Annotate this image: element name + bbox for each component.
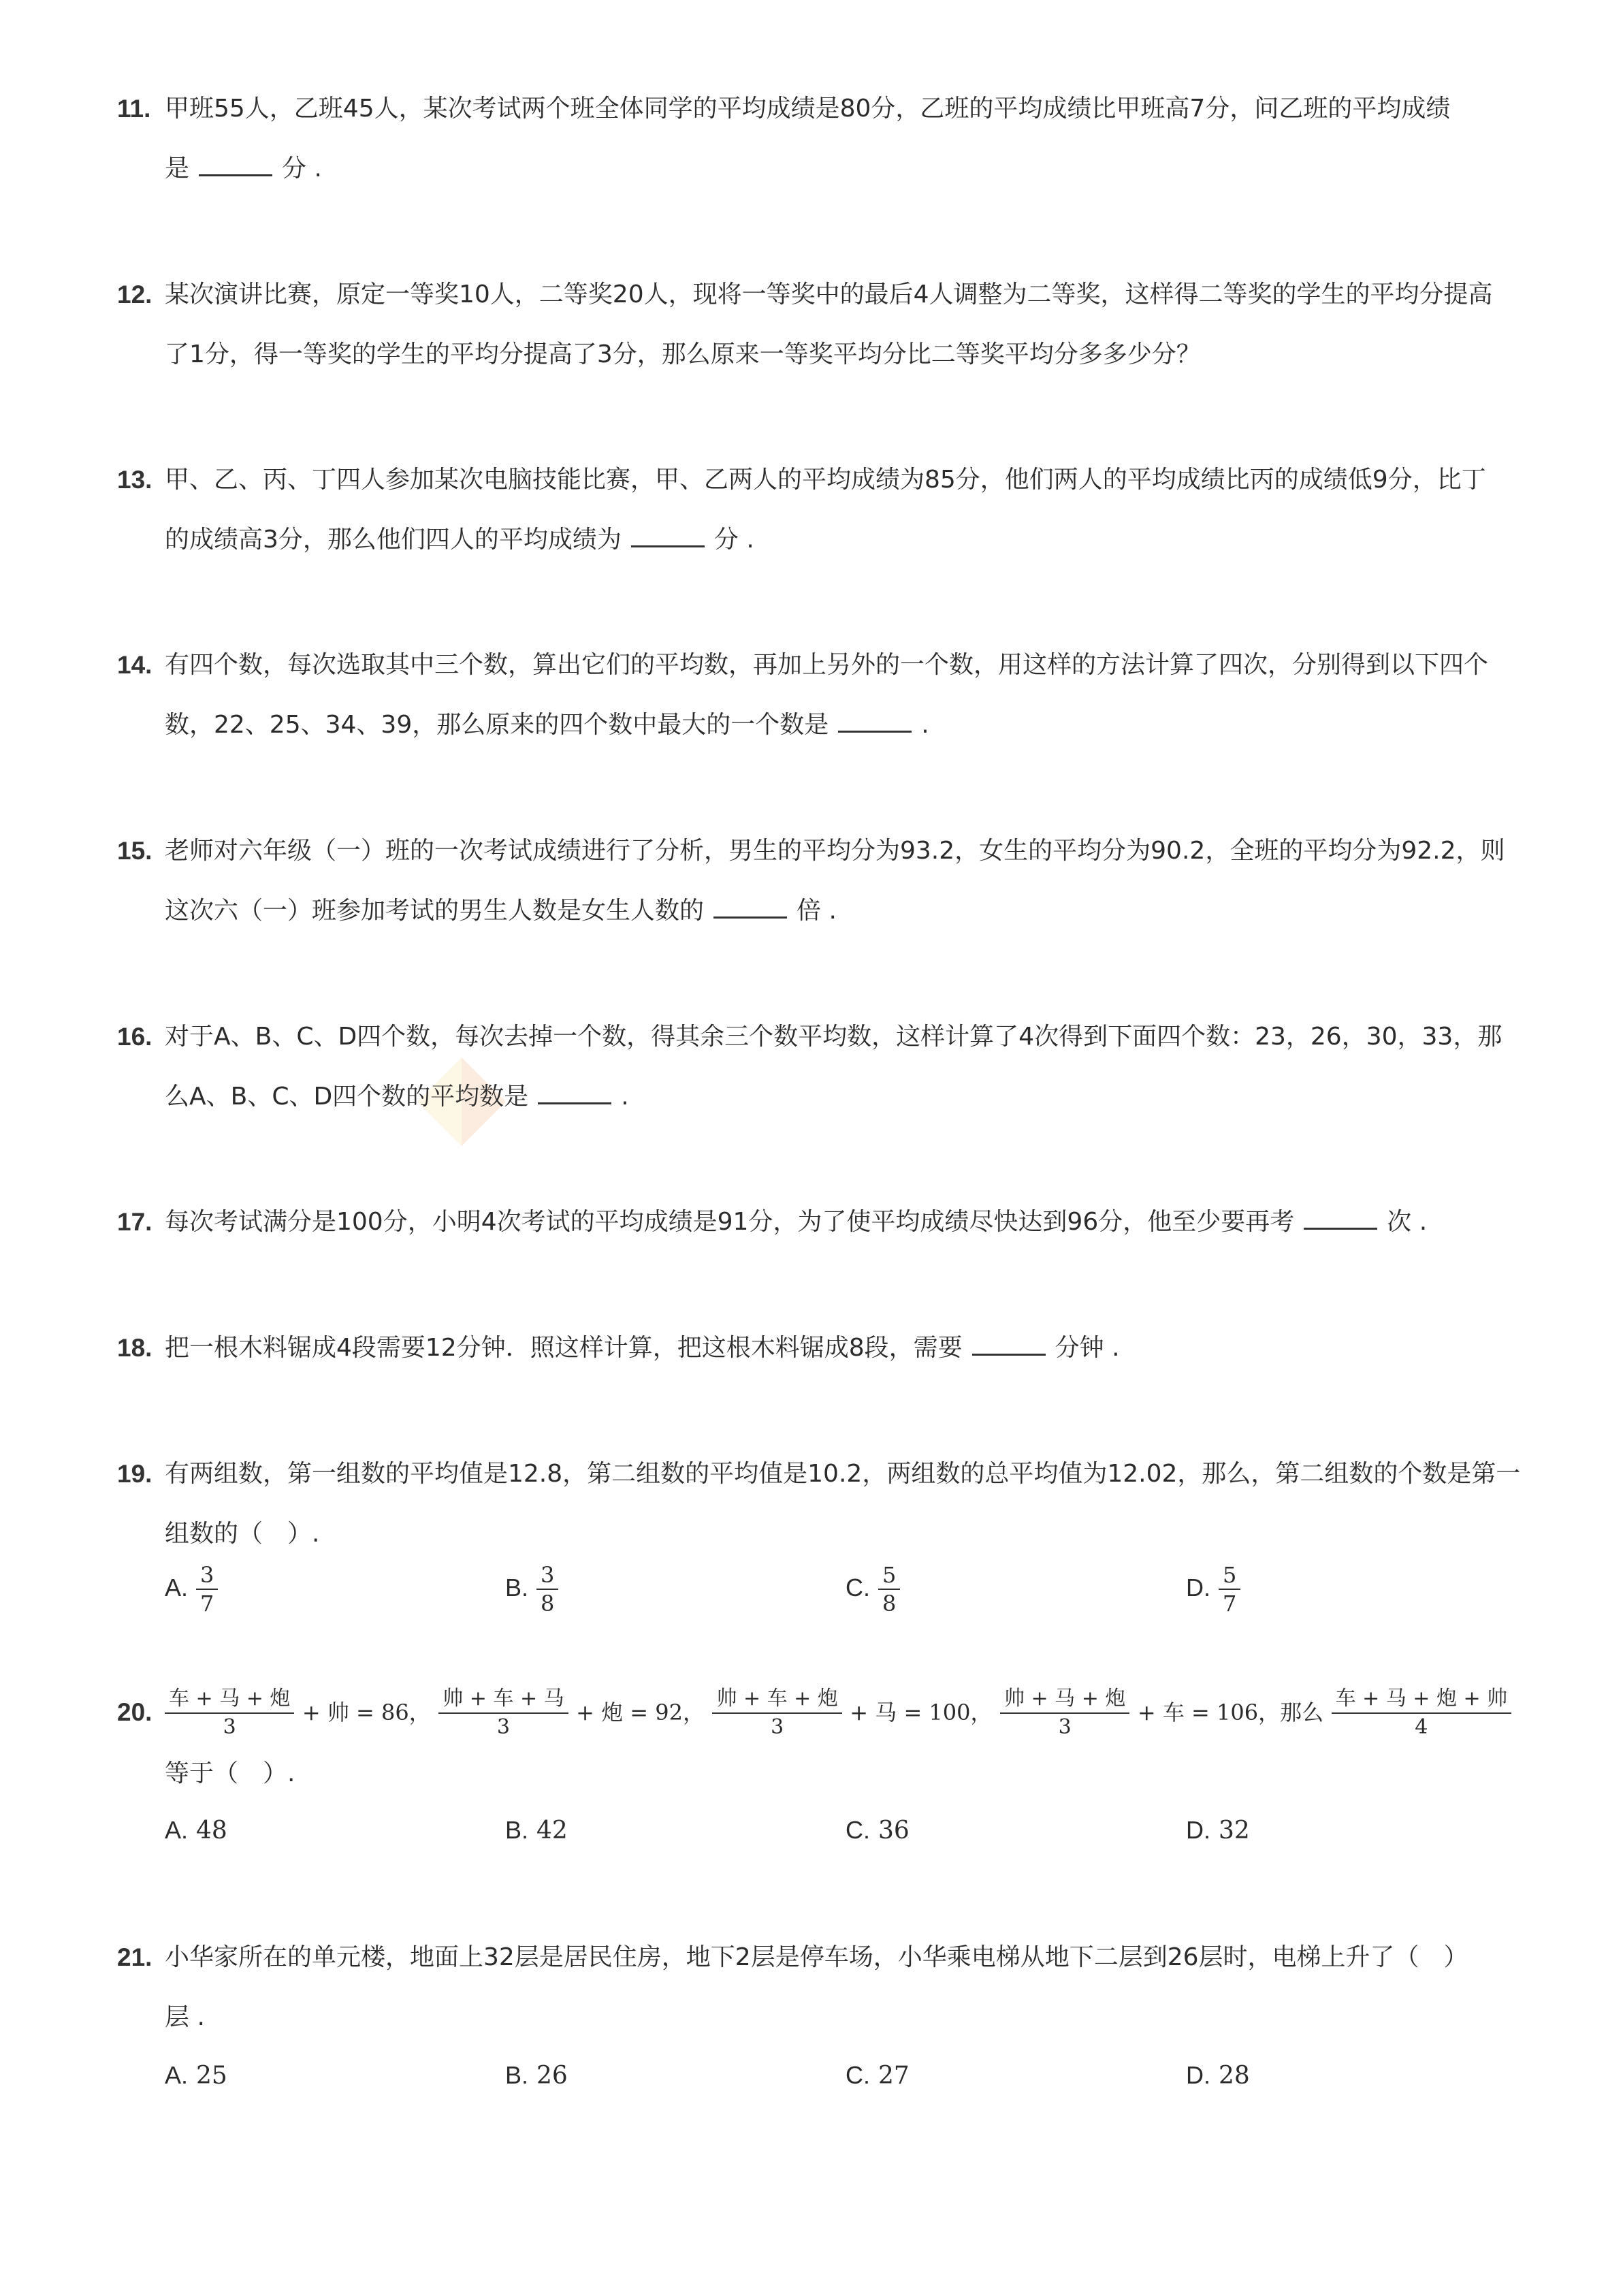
question-number: 12. [117,281,152,308]
fraction-5: $\frac{\text{车 + 马 + 炮 + 帅}}{4}$ [1332,1685,1512,1741]
answer-blank[interactable] [538,1082,611,1104]
answer-blank[interactable] [1304,1207,1377,1230]
question-number: 16. [117,1023,152,1051]
question-number: 14. [117,651,152,679]
option-c[interactable]: C. 36 [846,1816,910,1845]
option-b[interactable]: B. 26 [505,2061,568,2090]
question-text-line-2: 数，22、25、34、39，那么原来的四个数中最大的一个数是 . [165,711,929,739]
answer-options [165,1561,1526,1629]
answer-blank[interactable] [199,154,272,176]
option-a[interactable]: A. 25 [165,2061,227,2090]
option-c[interactable]: C. 27 [846,2061,910,2090]
fraction-4: $\frac{\text{帅 + 马 + 炮}}{3}$ [1000,1685,1129,1741]
question-number: 13. [117,466,152,494]
option-c[interactable]: C. $\frac{5}{8}$ [846,1561,900,1617]
answer-blank[interactable] [838,710,912,733]
option-a[interactable]: A. 48 [165,1816,227,1845]
question-number: 20. [117,1698,152,1726]
question-text: 有四个数，每次选取其中三个数，算出它们的平均数，再加上另外的一个数，用这样的方法计算了四次，分别得到以下四个 [165,651,1489,679]
question-text-line-2: 的成绩高3分，那么他们四人的平均成绩为 分 . [165,526,754,554]
option-d[interactable]: D. 32 [1186,1816,1250,1845]
question-text: 对于A、B、C、D四个数，每次去掉一个数，得其余三个数平均数，这样计算了4次得到下面四个数：23，26，30，33，那 [165,1023,1503,1051]
question-text: 有两组数，第一组数的平均值是12.8，第二组数的平均值是10.2，两组数的总平均值为12.02，那么，第二组数的个数是第一 [165,1460,1521,1488]
question-text-line-2: 等于（ ）. [165,1759,295,1787]
question-text: 老师对六年级（一）班的一次考试成绩进行了分析，男生的平均分为93.2，女生的平均分为90.2，全班的平均分为92.2，则 [165,837,1505,865]
question-number: 15. [117,837,152,865]
option-d[interactable]: D. 28 [1186,2061,1250,2090]
question-text: 每次考试满分是100分，小明4次考试的平均成绩是91分，为了使平均成绩尽快达到96分，他至少要再考 次 . [165,1208,1428,1236]
question-text: 把一根木料锯成4段需要12分钟．照这样计算，把这根木料锯成8段，需要 分钟 . [165,1334,1120,1362]
question-number: 21. [117,1943,152,1971]
question-text: 甲班55人，乙班45人，某次考试两个班全体同学的平均成绩是80分，乙班的平均成绩比甲班高7分，问乙班的平均成绩 [165,95,1451,123]
question-number: 18. [117,1334,152,1362]
answer-options [165,2048,1526,2116]
answer-blank[interactable] [713,896,787,919]
question-text-line-2: 层 . [165,2003,205,2031]
question-text: $\frac{\text{车 + 马 + 炮}}{3}$ + 帅 = 86， $\frac{\text{帅 + 车 + 马}}{3}$ + 炮 = 92， $\frac{\text{帅 + 车 + 炮}}{3}$ + 马 = 100， $\frac{\text{帅 + 马 + 炮}}{3}$ + 车 = 106，那么 $\frac{\text{车 + 马 + 炮 + 帅}}{4}$ [165,1682,1511,1743]
fraction-1: $\frac{\text{车 + 马 + 炮}}{3}$ [165,1685,294,1741]
question-text: 某次演讲比赛，原定一等奖10人，二等奖20人，现将一等奖中的最后4人调整为二等奖，这样得二等奖的学生的平均分提高 [165,281,1493,308]
answer-blank[interactable] [631,525,705,547]
question-number: 17. [117,1208,152,1236]
question-number: 11. [117,95,151,123]
question-text-line-2: 么A、B、C、D四个数的平均数是 . [165,1083,629,1111]
question-number: 19. [117,1460,152,1488]
question-text-line-2: 这次六（一）班参加考试的男生人数是女生人数的 倍 . [165,897,837,925]
option-a[interactable]: A. $\frac{3}{7}$ [165,1561,218,1617]
question-text: 甲、乙、丙、丁四人参加某次电脑技能比赛，甲、乙两人的平均成绩为85分，他们两人的平均成绩比丙的成绩低9分，比丁 [165,466,1486,494]
option-d[interactable]: D. $\frac{5}{7}$ [1186,1561,1240,1617]
answer-blank[interactable] [972,1333,1046,1356]
fraction-3: $\frac{\text{帅 + 车 + 炮}}{3}$ [712,1685,841,1741]
question-text-line-2: 了1分，得一等奖的学生的平均分提高了3分，那么原来一等奖平均分比二等奖平均分多多少分？ [165,340,1201,368]
fraction-2: $\frac{\text{帅 + 车 + 马}}{3}$ [438,1685,568,1741]
option-b[interactable]: B. 42 [505,1816,568,1845]
question-text: 小华家所在的单元楼，地面上32层是居民住房，地下2层是停车场，小华乘电梯从地下二层到26层时，电梯上升了（ ） [165,1943,1468,1971]
option-b[interactable]: B. $\frac{3}{8}$ [505,1561,558,1617]
question-text-line-2: 是 分 . [165,155,322,182]
answer-options [165,1803,1526,1871]
question-text-line-2: 组数的（ ）. [165,1520,320,1548]
